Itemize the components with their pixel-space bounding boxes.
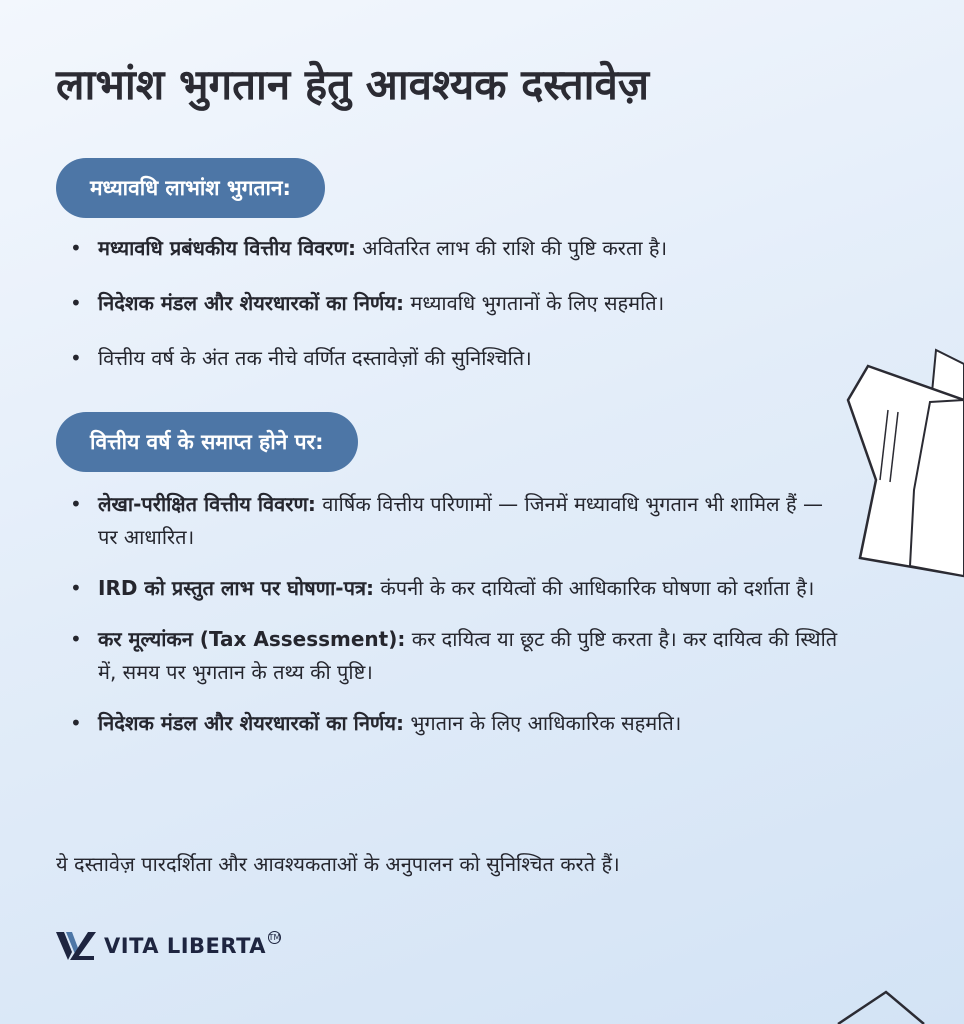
item-term: IRD को प्रस्तुत लाभ पर घोषणा-पत्र: (98, 576, 374, 600)
list-item (70, 488, 840, 554)
section-heading-interim: मध्यावधि लाभांश भुगतान: (56, 158, 325, 218)
logo-text: VITA LIBERTA (104, 934, 267, 958)
item-text: मध्यावधि भुगतानों के लिए सहमति। (404, 291, 665, 315)
list-item (70, 342, 890, 375)
interim-documents-list (70, 232, 890, 397)
item-text: भुगतान के लिए आधिकारिक सहमति। (404, 711, 682, 735)
item-text: वित्तीय वर्ष के अंत तक नीचे वर्णित दस्तावेज़ों की सुनिश्चिति। (98, 346, 532, 370)
year-end-documents-list (70, 488, 840, 758)
list-item (70, 572, 840, 605)
trademark-symbol: TM (268, 932, 281, 942)
item-text: कंपनी के कर दायित्वों की आधिकारिक घोषणा को दर्शाता है। (374, 576, 815, 600)
list-item (70, 707, 840, 740)
item-term: मध्यावधि प्रबंधकीय वित्तीय विवरण: (98, 236, 356, 260)
item-text: अवितरित लाभ की राशि की पुष्टि करता है। (355, 236, 668, 260)
item-term: लेखा-परीक्षित वित्तीय विवरण: (98, 492, 316, 516)
item-term: निदेशक मंडल और शेयरधारकों का निर्णय: (98, 711, 404, 735)
closing-statement: ये दस्तावेज़ पारदर्शिता और आवश्यकताओं के अनुपालन को सुनिश्चित करते हैं। (56, 852, 620, 876)
item-text: वार्षिक वित्तीय परिणामों — जिनमें मध्यावधि भुगतान भी शामिल हैं — पर आधारित। (98, 492, 823, 549)
item-text: कर दायित्व या छूट की पुष्टि करता है। कर दायित्व की स्थिति में, समय पर भुगतान के तथ्य की पुष्टि। (98, 627, 838, 684)
list-item (70, 287, 890, 320)
brand-logo (56, 930, 281, 962)
item-term: कर मूल्यांकन (Tax Assessment): (98, 627, 406, 651)
section-heading-year-end: वित्तीय वर्ष के समाप्त होने पर: (56, 412, 358, 472)
list-item (70, 232, 890, 265)
documents-illustration-icon (840, 340, 964, 580)
document-corner-icon (820, 980, 940, 1024)
list-item (70, 623, 840, 689)
page-title: लाभांश भुगतान हेतु आवश्यक दस्तावेज़ (56, 60, 650, 109)
item-term: निदेशक मंडल और शेयरधारकों का निर्णय: (98, 291, 404, 315)
vita-liberta-logo-icon (56, 930, 96, 962)
